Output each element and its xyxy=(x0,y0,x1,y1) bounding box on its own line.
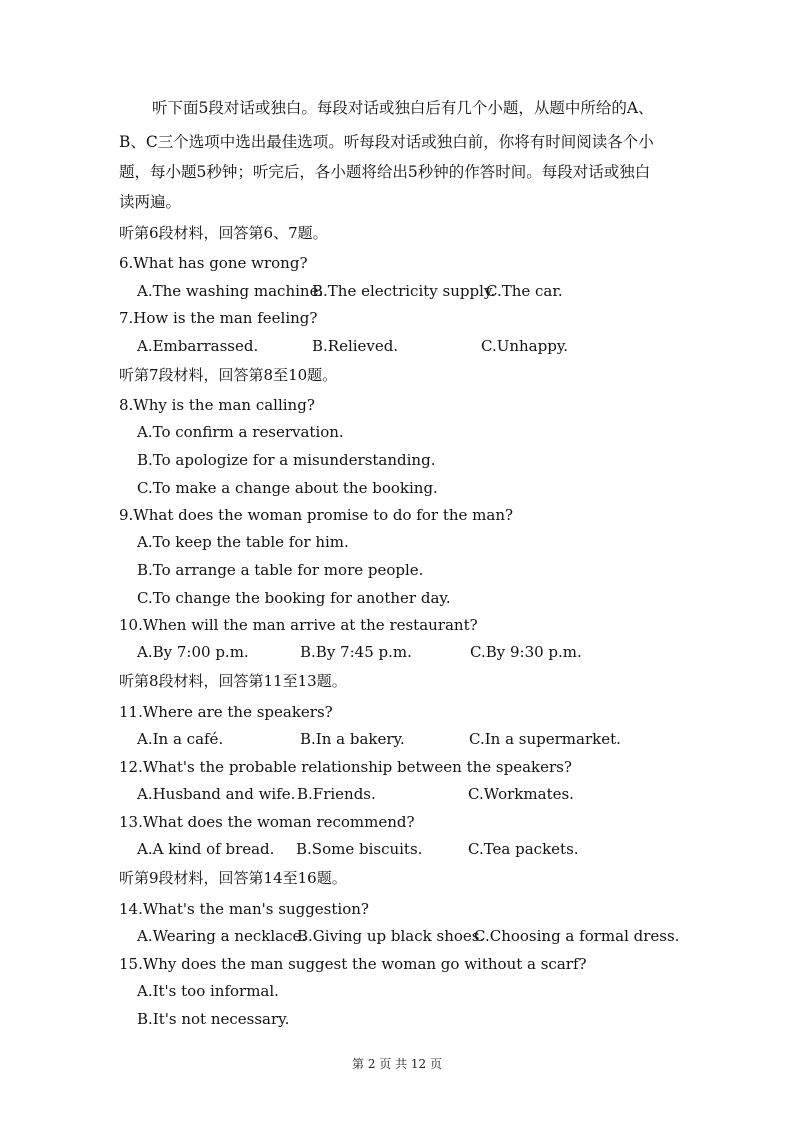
question-10-option-c: C.By 9:30 p.m. xyxy=(470,643,582,661)
question-15-option-a: A.It's too informal. xyxy=(137,982,279,1000)
question-8-option-b: B.To apologize for a misunderstanding. xyxy=(137,451,436,469)
intro-line-4: 读两遍。 xyxy=(119,193,182,211)
section-heading-9: 听第9段材料，回答第14至16题。 xyxy=(119,869,347,887)
question-11-option-a: A.In a café. xyxy=(137,730,224,748)
section-heading-8: 听第8段材料，回答第11至13题。 xyxy=(119,672,347,690)
section-heading-6: 听第6段材料，回答第6、7题。 xyxy=(119,224,328,242)
question-14-option-a: A.Wearing a necklace. xyxy=(137,927,307,945)
intro-line-3: 题，每小题5秒钟；听完后，各小题将给出5秒钟的作答时间。每段对话或独白 xyxy=(119,163,651,181)
question-9-option-c: C.To change the booking for another day. xyxy=(137,589,451,607)
question-6-option-a: A.The washing machine. xyxy=(137,282,324,300)
intro-line-2: B、C三个选项中选出最佳选项。听每段对话或独白前，你将有时间阅读各个小 xyxy=(119,133,654,151)
question-14-option-b: B.Giving up black shoes. xyxy=(297,927,485,945)
intro-line-1: 听下面5段对话或独白。每段对话或独白后有几个小题，从题中所给的A、 xyxy=(152,99,654,117)
question-12-option-b: B.Friends. xyxy=(297,785,376,803)
question-6-stem: 6.What has gone wrong? xyxy=(119,254,308,272)
question-9-option-a: A.To keep the table for him. xyxy=(137,533,349,551)
question-15-stem: 15.Why does the man suggest the woman go without a scarf? xyxy=(119,955,587,973)
question-13-option-c: C.Tea packets. xyxy=(468,840,579,858)
question-11-stem: 11.Where are the speakers? xyxy=(119,703,333,721)
question-7-option-a: A.Embarrassed. xyxy=(137,337,259,355)
question-11-option-c: C.In a supermarket. xyxy=(469,730,621,748)
question-12-stem: 12.What's the probable relationship between the speakers? xyxy=(119,758,572,776)
question-6-option-b: B.The electricity supply. xyxy=(312,282,496,300)
question-10-option-b: B.By 7:45 p.m. xyxy=(300,643,412,661)
question-14-stem: 14.What's the man's suggestion? xyxy=(119,900,369,918)
question-9-stem: 9.What does the woman promise to do for the man? xyxy=(119,506,514,524)
question-8-stem: 8.Why is the man calling? xyxy=(119,396,315,414)
question-12-option-c: C.Workmates. xyxy=(468,785,574,803)
question-9-option-b: B.To arrange a table for more people. xyxy=(137,561,424,579)
question-13-option-b: B.Some biscuits. xyxy=(296,840,423,858)
question-7-option-b: B.Relieved. xyxy=(312,337,399,355)
question-12-option-a: A.Husband and wife. xyxy=(137,785,296,803)
section-heading-7: 听第7段材料，回答第8至10题。 xyxy=(119,366,338,384)
question-10-stem: 10.When will the man arrive at the restaurant? xyxy=(119,616,478,634)
question-8-option-a: A.To confirm a reservation. xyxy=(137,423,344,441)
question-11-option-b: B.In a bakery. xyxy=(300,730,405,748)
question-7-stem: 7.How is the man feeling? xyxy=(119,309,318,327)
question-13-stem: 13.What does the woman recommend? xyxy=(119,813,415,831)
question-6-option-c: C.The car. xyxy=(486,282,563,300)
question-14-option-c: C.Choosing a formal dress. xyxy=(474,927,680,945)
question-8-option-c: C.To make a change about the booking. xyxy=(137,479,438,497)
question-15-option-b: B.It's not necessary. xyxy=(137,1010,290,1028)
question-7-option-c: C.Unhappy. xyxy=(481,337,569,355)
question-10-option-a: A.By 7:00 p.m. xyxy=(137,643,249,661)
page-footer: 第 2 页 共 12 页 xyxy=(352,1057,442,1071)
question-13-option-a: A.A kind of bread. xyxy=(137,840,275,858)
